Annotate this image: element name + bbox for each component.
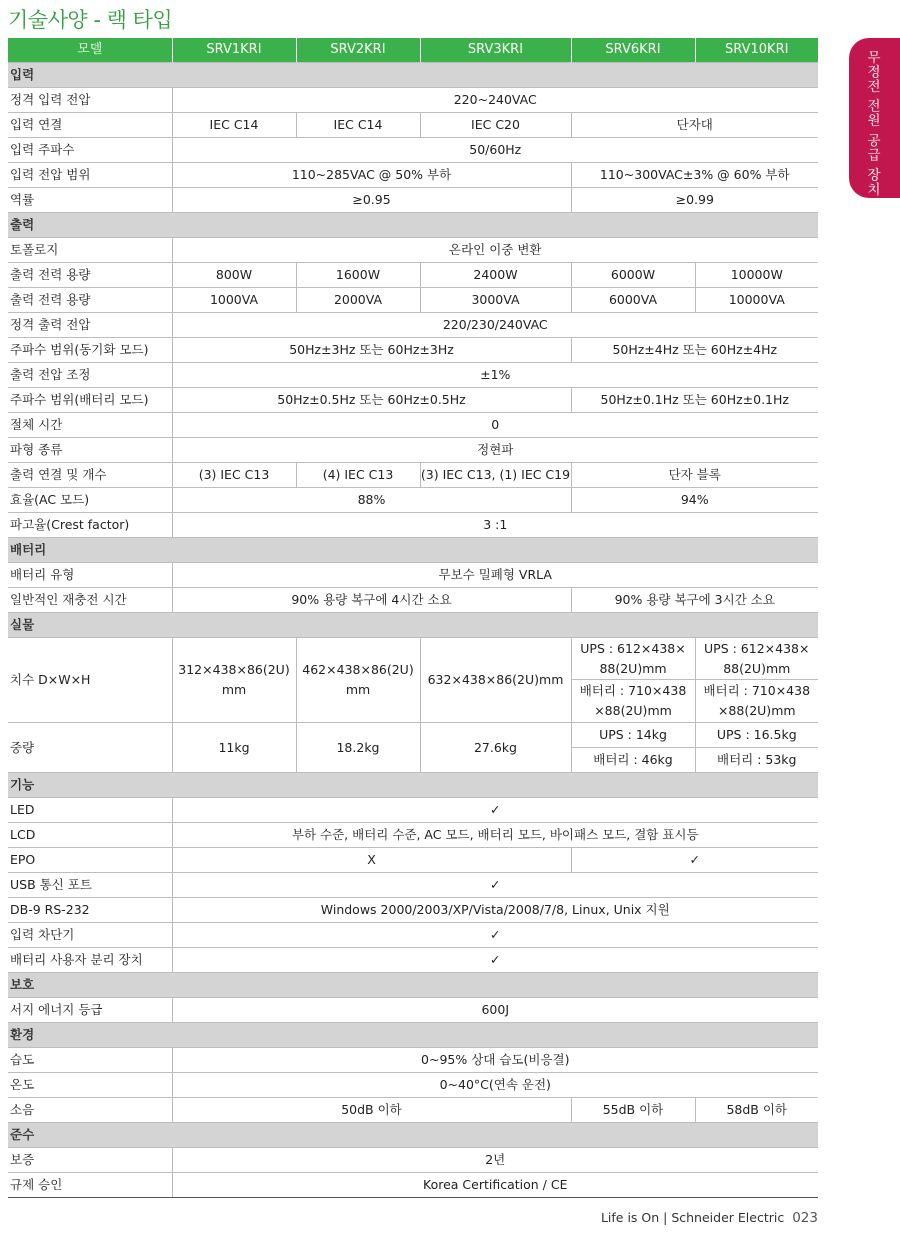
table-row: [8, 723, 818, 748]
section-title: 환경: [8, 1023, 818, 1048]
cell-value: 배터리 : 53kg: [695, 748, 818, 773]
cell-value: 50Hz±3Hz 또는 60Hz±3Hz: [172, 338, 571, 363]
section-input: [8, 63, 818, 88]
row-label: 규제 승인: [8, 1173, 172, 1198]
check-icon: ✓: [172, 923, 818, 948]
cell-value: 배터리 : 710×438 ×88(2U)mm: [695, 680, 818, 723]
cell-value: 2년: [172, 1148, 818, 1173]
row-label: 배터리 사용자 분리 장치: [8, 948, 172, 973]
row-label: 출력 전력 용량: [8, 263, 172, 288]
table-row: [8, 638, 818, 680]
header-model: SRV1KRI: [172, 38, 296, 63]
cell-value: 55dB 이하: [571, 1098, 695, 1123]
section-title: 출력: [8, 213, 818, 238]
row-label: EPO: [8, 848, 172, 873]
section-features: [8, 773, 818, 798]
section-output: [8, 213, 818, 238]
cell-value: 50/60Hz: [172, 138, 818, 163]
row-label: 파고율(Crest factor): [8, 513, 172, 538]
section-title: 기능: [8, 773, 818, 798]
page-number: 023: [792, 1210, 818, 1226]
cell-value: 온라인 이중 변환: [172, 238, 818, 263]
cell-value: IEC C14: [172, 113, 296, 138]
cell-value: 312×438×86(2U) mm: [172, 638, 296, 723]
header-model: SRV2KRI: [296, 38, 420, 63]
table-row: [8, 1098, 818, 1123]
cell-value: 50Hz±0.1Hz 또는 60Hz±0.1Hz: [571, 388, 818, 413]
row-label: 파형 종류: [8, 438, 172, 463]
cell-value: UPS : 14kg: [571, 723, 695, 748]
table-row: [8, 848, 818, 873]
table-row: [8, 188, 818, 213]
table-row: [8, 163, 818, 188]
table-row: [8, 438, 818, 463]
row-label: 출력 전력 용량: [8, 288, 172, 313]
row-label: DB-9 RS-232: [8, 898, 172, 923]
cell-value: X: [172, 848, 571, 873]
cell-value: ≥0.95: [172, 188, 571, 213]
cell-value: 462×438×86(2U) mm: [296, 638, 420, 723]
row-label: 서지 에너지 등급: [8, 998, 172, 1023]
table-row: [8, 948, 818, 973]
section-title: 입력: [8, 63, 818, 88]
row-label: USB 통신 포트: [8, 873, 172, 898]
row-label: 정격 입력 전압: [8, 88, 172, 113]
cell-value: 50Hz±0.5Hz 또는 60Hz±0.5Hz: [172, 388, 571, 413]
cell-value: UPS : 16.5kg: [695, 723, 818, 748]
cell-value: IEC C14: [296, 113, 420, 138]
cell-value: 부하 수준, 배터리 수준, AC 모드, 배터리 모드, 바이패스 모드, 결함 표시등: [172, 823, 818, 848]
row-label: 주파수 범위(배터리 모드): [8, 388, 172, 413]
side-tab[interactable]: [849, 38, 900, 198]
section-title: 보호: [8, 973, 818, 998]
row-label: 일반적인 재충전 시간: [8, 588, 172, 613]
side-tab-label: 무정전 전원 공급 장치: [864, 50, 880, 197]
section-title: 배터리: [8, 538, 818, 563]
table-row: [8, 588, 818, 613]
cell-value: 1600W: [296, 263, 420, 288]
cell-value: 50dB 이하: [172, 1098, 571, 1123]
cell-value: 90% 용량 복구에 3시간 소요: [571, 588, 818, 613]
table-row: [8, 563, 818, 588]
table-row: [8, 263, 818, 288]
row-label: 중량: [8, 723, 172, 773]
table-row: [8, 823, 818, 848]
cell-value: ≥0.99: [571, 188, 818, 213]
row-label: 출력 전압 조정: [8, 363, 172, 388]
row-label: 입력 전압 범위: [8, 163, 172, 188]
table-header-row: [8, 38, 818, 63]
cell-value: UPS : 612×438× 88(2U)mm: [571, 638, 695, 680]
table-row: [8, 88, 818, 113]
header-label: 모델: [8, 38, 172, 63]
check-icon: ✓: [172, 873, 818, 898]
header-model: SRV6KRI: [571, 38, 695, 63]
row-label: 입력 주파수: [8, 138, 172, 163]
table-row: [8, 998, 818, 1023]
row-label: 온도: [8, 1073, 172, 1098]
table-row: [8, 1073, 818, 1098]
cell-value: 0~95% 상대 습도(비응결): [172, 1048, 818, 1073]
cell-value: 10000W: [695, 263, 818, 288]
table-row: [8, 798, 818, 823]
row-label: LCD: [8, 823, 172, 848]
cell-value: 18.2kg: [296, 723, 420, 773]
row-label: 토폴로지: [8, 238, 172, 263]
cell-value: 88%: [172, 488, 571, 513]
cell-value: 94%: [571, 488, 818, 513]
cell-value: 110~300VAC±3% @ 60% 부하: [571, 163, 818, 188]
table-row: [8, 1148, 818, 1173]
row-label: 역률: [8, 188, 172, 213]
cell-value: 2400W: [420, 263, 571, 288]
cell-value: 632×438×86(2U)mm: [420, 638, 571, 723]
table-row: [8, 413, 818, 438]
table-row: [8, 513, 818, 538]
spec-table: [8, 38, 818, 1198]
table-row: [8, 1173, 818, 1198]
row-label: 배터리 유형: [8, 563, 172, 588]
cell-value: 50Hz±4Hz 또는 60Hz±4Hz: [571, 338, 818, 363]
cell-value: 90% 용량 복구에 4시간 소요: [172, 588, 571, 613]
table-row: [8, 463, 818, 488]
row-label: 주파수 범위(동기화 모드): [8, 338, 172, 363]
cell-value: IEC C20: [420, 113, 571, 138]
cell-value: 배터리 : 710×438 ×88(2U)mm: [571, 680, 695, 723]
section-physical: [8, 613, 818, 638]
table-row: [8, 138, 818, 163]
section-title: 실물: [8, 613, 818, 638]
cell-value: 1000VA: [172, 288, 296, 313]
cell-value: 10000VA: [695, 288, 818, 313]
cell-value: (4) IEC C13: [296, 463, 420, 488]
cell-value: 58dB 이하: [695, 1098, 818, 1123]
table-row: [8, 363, 818, 388]
row-label: 정격 출력 전압: [8, 313, 172, 338]
cell-value: 220/230/240VAC: [172, 313, 818, 338]
row-label: 절체 시간: [8, 413, 172, 438]
check-icon: ✓: [172, 798, 818, 823]
cell-value: (3) IEC C13: [172, 463, 296, 488]
table-row: [8, 873, 818, 898]
check-icon: ✓: [571, 848, 818, 873]
cell-value: 단자 블록: [571, 463, 818, 488]
row-label: LED: [8, 798, 172, 823]
cell-value: 정현파: [172, 438, 818, 463]
cell-value: 2000VA: [296, 288, 420, 313]
footer-slogan: Life is On | Schneider Electric: [600, 1210, 785, 1225]
row-label: 입력 차단기: [8, 923, 172, 948]
header-model: SRV3KRI: [420, 38, 571, 63]
table-row: [8, 388, 818, 413]
cell-value: 11kg: [172, 723, 296, 773]
cell-value: 800W: [172, 263, 296, 288]
cell-value: 0: [172, 413, 818, 438]
cell-value: 무보수 밀폐형 VRLA: [172, 563, 818, 588]
table-row: [8, 238, 818, 263]
cell-value: 220~240VAC: [172, 88, 818, 113]
table-row: [8, 313, 818, 338]
table-row: [8, 288, 818, 313]
cell-value: 6000VA: [571, 288, 695, 313]
cell-value: Korea Certification / CE: [172, 1173, 818, 1198]
row-label: 습도: [8, 1048, 172, 1073]
table-row: [8, 1048, 818, 1073]
row-label: 보증: [8, 1148, 172, 1173]
table-row: [8, 923, 818, 948]
cell-value: (3) IEC C13, (1) IEC C19: [420, 463, 571, 488]
table-row: [8, 338, 818, 363]
section-environment: [8, 1023, 818, 1048]
cell-value: 6000W: [571, 263, 695, 288]
row-label: 소음: [8, 1098, 172, 1123]
page-title: 기술사양 - 랙 타입: [8, 8, 173, 32]
row-label: 치수 D×W×H: [8, 638, 172, 723]
table-row: [8, 898, 818, 923]
cell-value: ±1%: [172, 363, 818, 388]
cell-value: 27.6kg: [420, 723, 571, 773]
footer: [601, 1210, 818, 1226]
row-label: 효율(AC 모드): [8, 488, 172, 513]
cell-value: 0~40°C(연속 운전): [172, 1073, 818, 1098]
table-row: [8, 113, 818, 138]
section-title: 준수: [8, 1123, 818, 1148]
cell-value: 배터리 : 46kg: [571, 748, 695, 773]
cell-value: 600J: [172, 998, 818, 1023]
header-model: SRV10KRI: [695, 38, 818, 63]
cell-value: 3000VA: [420, 288, 571, 313]
row-label: 출력 연결 및 개수: [8, 463, 172, 488]
table-row: [8, 488, 818, 513]
section-battery: [8, 538, 818, 563]
cell-value: 110~285VAC @ 50% 부하: [172, 163, 571, 188]
section-protection: [8, 973, 818, 998]
section-compliance: [8, 1123, 818, 1148]
cell-value: 단자대: [571, 113, 818, 138]
cell-value: 3 :1: [172, 513, 818, 538]
check-icon: ✓: [172, 948, 818, 973]
row-label: 입력 연결: [8, 113, 172, 138]
cell-value: Windows 2000/2003/XP/Vista/2008/7/8, Linux, Unix 지원: [172, 898, 818, 923]
cell-value: UPS : 612×438× 88(2U)mm: [695, 638, 818, 680]
